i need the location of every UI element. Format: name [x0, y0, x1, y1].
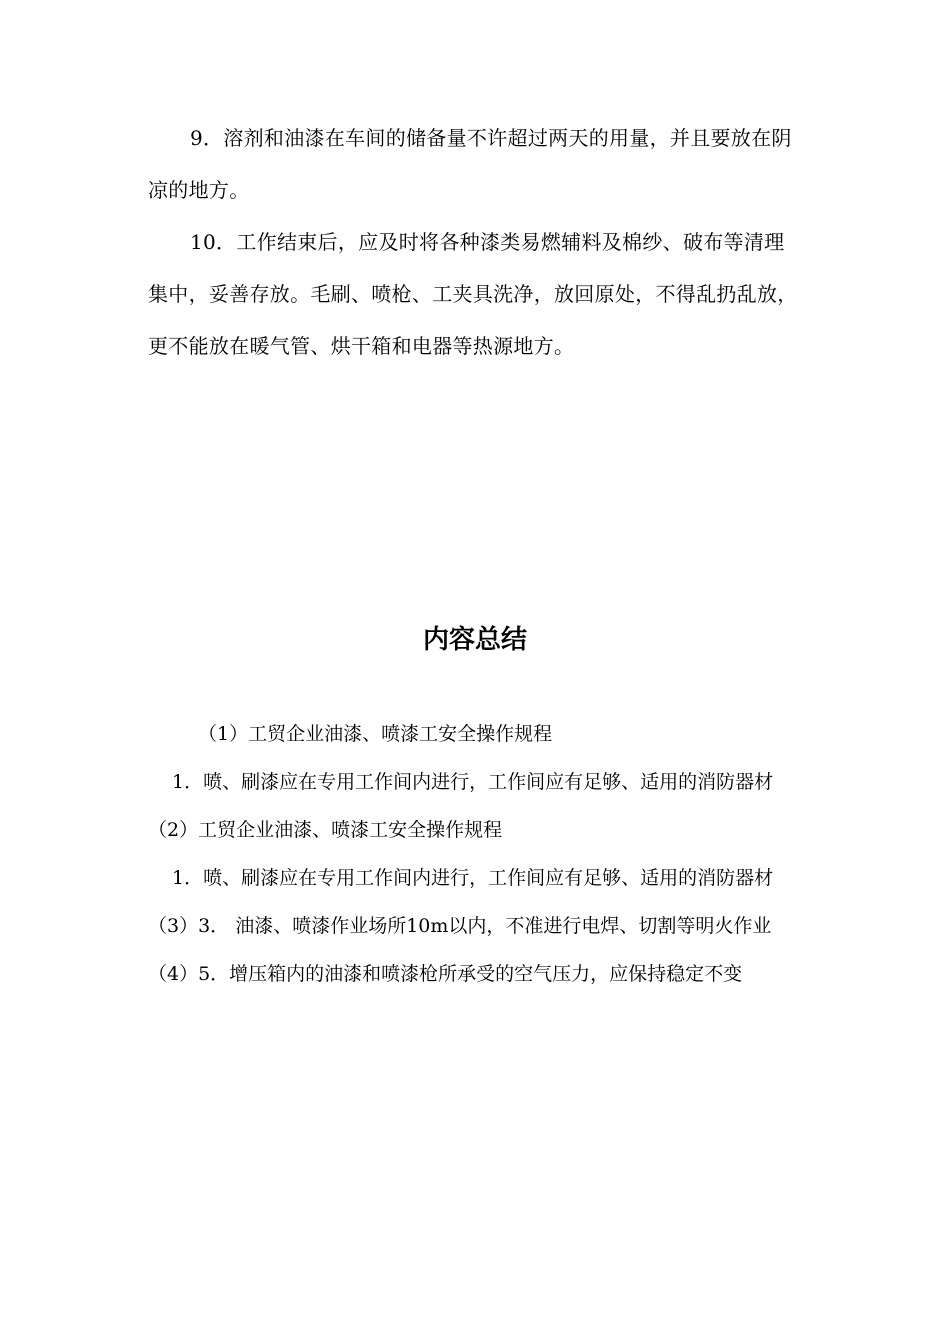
- summary-heading-1: （1）工贸企业油漆、喷漆工安全操作规程: [198, 723, 553, 745]
- summary-body-1: [148, 771, 804, 793]
- paragraph-10-text: 10．工作结束后，应及时将各种漆类易燃辅料及棉纱、破布等清理集中，妥善存放。毛刷、喷枪、工夹具洗净，放回原处，不得乱扔乱放，更不能放在暖气管、烘干箱和电器等热源地方。: [148, 230, 798, 358]
- paragraph-9-text: 9．溶剂和油漆在车间的储备量不许超过两天的用量，并且要放在阴凉的地方。: [148, 126, 792, 202]
- summary-title: 内容总结: [422, 625, 527, 655]
- summary-item-4: （4）5．增压箱内的油漆和喷漆枪所承受的空气压力，应保持稳定不变: [148, 963, 743, 985]
- summary-heading-2: （2）工贸企业油漆、喷漆工安全操作规程: [148, 819, 503, 841]
- summary-body-2-text: 1．喷、刷漆应在专用工作间内进行，工作间应有足够、适用的消防器材: [172, 867, 774, 889]
- summary-body-1-text: 1．喷、刷漆应在专用工作间内进行，工作间应有足够、适用的消防器材: [172, 771, 774, 793]
- paragraph-10: [148, 216, 798, 372]
- paragraph-9: [148, 112, 798, 216]
- summary-item-3: （3）3． 油漆、喷漆作业场所10m以内，不准进行电焊、切割等明火作业: [148, 915, 772, 937]
- summary-body-2: [148, 867, 804, 889]
